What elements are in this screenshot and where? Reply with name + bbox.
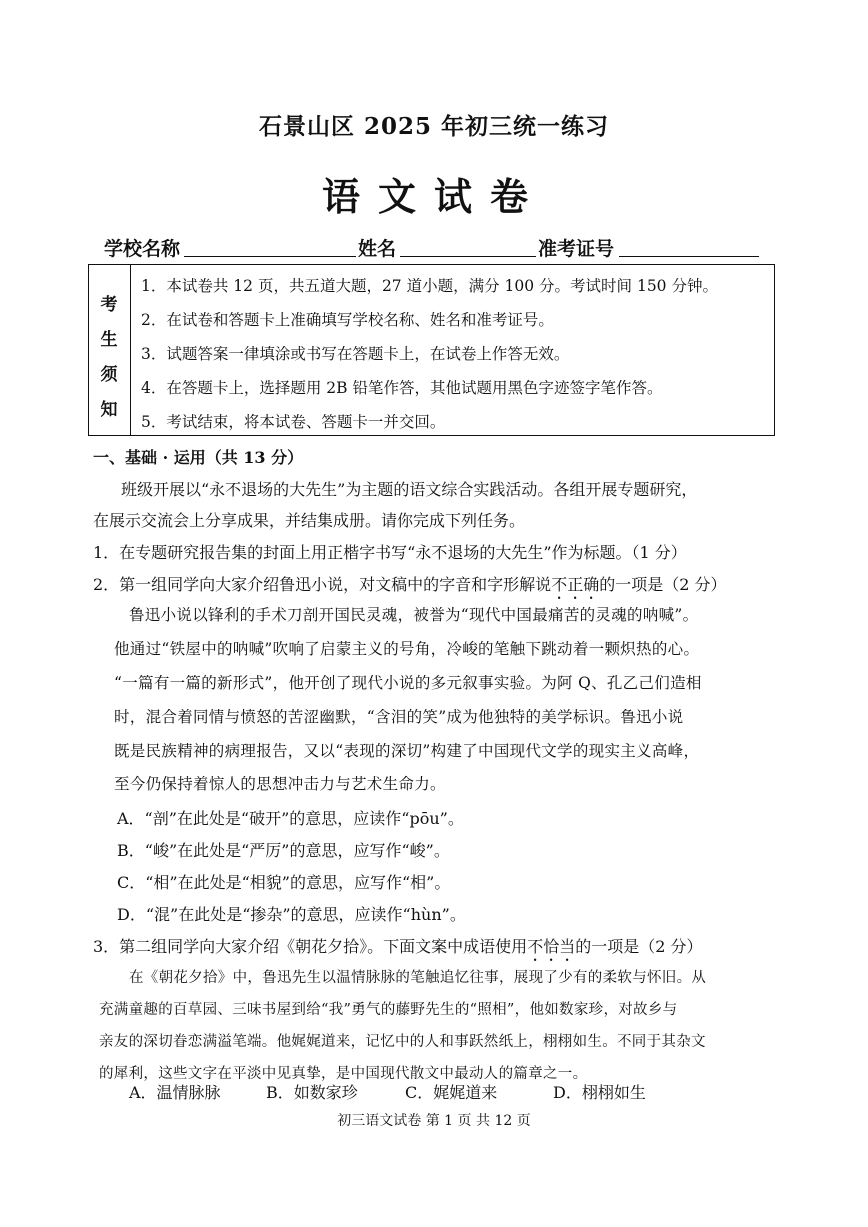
question-3-option-d: D．栩栩如生 <box>553 1083 646 1102</box>
notice-item: 4．在答题卡上，选择题用 2B 铅笔作答，其他试题用黑色字迹签字笔作答。 <box>141 379 663 397</box>
question-2-option-d: D．“混”在此处是“掺杂”的意思，应读作“hùn”。 <box>117 905 466 924</box>
page-footer: 初三语文试卷 第 1 页 共 12 页 <box>337 1113 531 1129</box>
question-2-passage-line: 时，混合着同情与愤怒的苦涩幽默，“含泪的笑”成为他独特的美学标识。鲁迅小说 <box>114 708 684 726</box>
question-3-passage-line: 亲友的深切眷恋满溢笔端。他娓娓道来，记忆中的人和事跃然纸上，栩栩如生。不同于其杂文 <box>99 1034 706 1050</box>
exam-subtitle: 石景山区 2025 年初三统一练习 <box>258 113 610 140</box>
exam-title: 语文试卷 <box>321 174 546 219</box>
notice-side-char: 生 <box>100 330 118 350</box>
exam-id-blank <box>619 256 759 257</box>
question-3-passage-line: 的犀利，这些文字在平淡中见真挚，是中国现代散文中最动人的篇章之一。 <box>99 1066 588 1082</box>
question-2-option-b: B．“峻”在此处是“严厉”的意思，应写作“峻”。 <box>117 841 450 860</box>
notice-item: 3．试题答案一律填涂或书写在答题卡上，在试卷上作答无效。 <box>141 345 570 363</box>
question-2-emphasis: 不正确 <box>551 575 600 594</box>
exam-id-label: 准考证号 <box>538 238 615 260</box>
school-name-label: 学校名称 <box>104 238 181 260</box>
section-heading: 一、基础 · 运用（共 13 分） <box>93 448 304 467</box>
question-2-stem-pre: 2．第一组同学向大家介绍鲁迅小说，对文稿中的字音和字形解说 <box>93 575 552 594</box>
question-3-option-c: C．娓娓道来 <box>405 1083 498 1102</box>
section-intro-line: 班级开展以“永不退场的大先生”为主题的语文综合实践活动。各组开展专题研究， <box>121 480 698 499</box>
notice-item: 1．本试卷共 12 页，共五道大题，27 道小题，满分 100 分。考试时间 150 分钟。 <box>141 277 718 295</box>
question-3-option-b: B．如数家珍 <box>266 1083 358 1102</box>
question-2-passage-line: 他通过“铁屋中的呐喊”吹响了启蒙主义的号角，冷峻的笔触下跳动着一颗炽热的心。 <box>114 640 700 658</box>
question-3-passage-line: 在《朝花夕拾》中，鲁迅先生以温情脉脉的笔触追忆往事，展现了少有的柔软与怀旧。从 <box>129 970 707 986</box>
question-3-passage-line: 充满童趣的百草园、三味书屋到给“我”勇气的藤野先生的“照相”，他如数家珍，对故乡与 <box>99 1002 678 1018</box>
question-2-passage-line: “一篇有一篇的新形式”，他开创了现代小说的多元叙事实验。为阿 Q、孔乙己们造相 <box>114 674 702 692</box>
question-2-stem <box>93 572 726 603</box>
question-2-option-c: C．“相”在此处是“相貌”的意思，应写作“相”。 <box>117 873 451 892</box>
question-2-passage-line: 既是民族精神的病理报告，又以“表现的深切”构建了中国现代文学的现实主义高峰， <box>114 742 700 760</box>
notice-side-label <box>89 265 131 435</box>
question-2-passage-line: 至今仍保持着惊人的思想冲击力与艺术生命力。 <box>114 775 446 793</box>
question-2-stem-post: 的一项是（2 分） <box>599 575 727 594</box>
question-3-stem <box>93 934 702 965</box>
student-info-line <box>104 234 764 262</box>
question-3-stem-pre: 3．第二组同学向大家介绍《朝花夕拾》。下面文案中成语使用 <box>93 937 528 956</box>
question-3-option-a: A．温情脉脉 <box>129 1083 221 1102</box>
notice-side-char: 考 <box>100 295 118 315</box>
question-3-stem-post: 的一项是（2 分） <box>575 937 703 956</box>
section-intro-line: 在展示交流会上分享成果，并结集成册。请你完成下列任务。 <box>93 511 526 530</box>
exam-notice-box <box>88 264 775 436</box>
question-3-emphasis: 不恰当 <box>527 937 576 956</box>
student-name-blank <box>400 256 536 257</box>
notice-item: 2．在试卷和答题卡上准确填写学校名称、姓名和准考证号。 <box>141 311 554 329</box>
notice-side-char: 须 <box>100 365 118 385</box>
notice-side-char: 知 <box>100 400 118 420</box>
question-1: 1．在专题研究报告集的封面上用正楷字书写“永不退场的大先生”作为标题。（1 分） <box>93 543 687 562</box>
school-name-blank <box>184 256 356 257</box>
question-2-passage-line: 鲁迅小说以锋利的手术刀剖开国民灵魂，被誉为“现代中国最痛苦的灵魂的呐喊”。 <box>129 606 699 624</box>
question-2-option-a: A．“剖”在此处是“破开”的意思，应读作“pōu”。 <box>117 809 464 828</box>
student-name-label: 姓名 <box>358 238 397 260</box>
notice-item: 5．考试结束，将本试卷、答题卡一并交回。 <box>141 413 446 431</box>
